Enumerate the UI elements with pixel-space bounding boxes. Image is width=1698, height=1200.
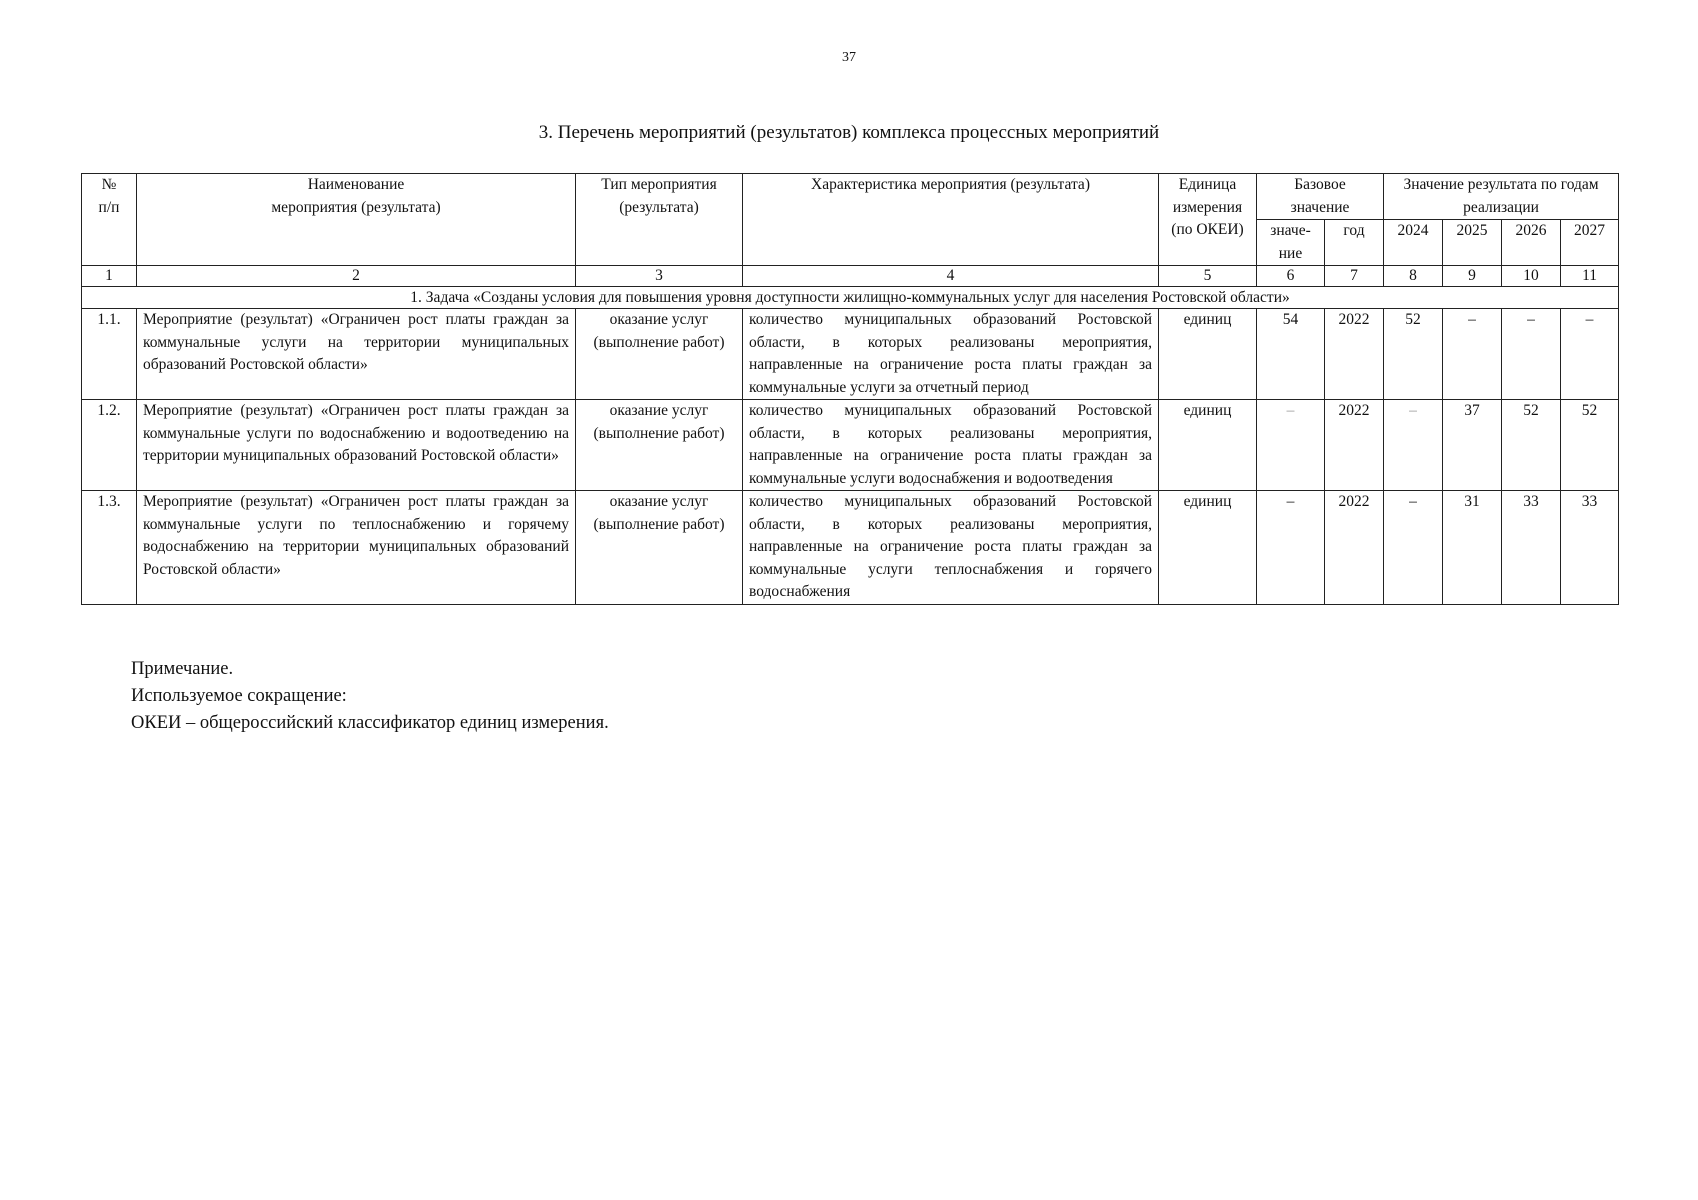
note-abbreviation-intro: Используемое сокращение: [131, 686, 347, 706]
column-number: 3 [576, 266, 743, 287]
column-number: 4 [743, 266, 1159, 287]
header-base: Базовое значение [1257, 174, 1384, 220]
row-type: оказание услуг (выполнение работ) [576, 309, 743, 400]
results-table [81, 173, 1619, 605]
column-number: 9 [1443, 266, 1502, 287]
row-value-2025: – [1443, 309, 1502, 400]
column-number: 1 [82, 266, 137, 287]
row-num: 1.2. [82, 400, 137, 491]
note-block [131, 656, 609, 737]
row-name: Мероприятие (результат) «Ограничен рост платы граждан за коммунальные услуги на территории муниципальных образований Ростовской области» [137, 309, 576, 400]
row-value-2024: – [1384, 491, 1443, 605]
row-value-2027: 33 [1561, 491, 1619, 605]
row-value-2026: 33 [1502, 491, 1561, 605]
table-row [82, 491, 1619, 605]
header-results-by-year: Значение результата по годам реализации [1384, 174, 1619, 220]
row-value-2025: 31 [1443, 491, 1502, 605]
column-number: 7 [1325, 266, 1384, 287]
task-title: 1. Задача «Созданы условия для повышения уровня доступности жилищно-коммунальных услуг для населения Ростовской области» [82, 287, 1619, 309]
row-type: оказание услуг (выполнение работ) [576, 491, 743, 605]
row-value-2026: 52 [1502, 400, 1561, 491]
row-unit: единиц [1159, 491, 1257, 605]
header-base-value: значе- ние [1257, 220, 1325, 266]
page-number: 37 [842, 50, 856, 65]
column-number: 10 [1502, 266, 1561, 287]
row-characteristic: количество муниципальных образований Ростовской области, в которых реализованы мероприятия, направленные на ограничение роста платы граждан за коммунальные услуги за отчетный период [743, 309, 1159, 400]
header-type: Тип мероприятия (результата) [576, 174, 743, 266]
row-characteristic: количество муниципальных образований Ростовской области, в которых реализованы мероприятия, направленные на ограничение роста платы граждан за коммунальные услуги теплоснабжения и горячего водоснабжения [743, 491, 1159, 605]
column-number: 2 [137, 266, 576, 287]
row-base-year: 2022 [1325, 400, 1384, 491]
column-number: 5 [1159, 266, 1257, 287]
row-base-year: 2022 [1325, 309, 1384, 400]
header-year-2024: 2024 [1384, 220, 1443, 266]
header-year-2025: 2025 [1443, 220, 1502, 266]
row-value-2026: – [1502, 309, 1561, 400]
row-num: 1.1. [82, 309, 137, 400]
column-number: 11 [1561, 266, 1619, 287]
row-value-2027: 52 [1561, 400, 1619, 491]
row-value-2024: – [1384, 400, 1443, 491]
row-base-value: – [1257, 491, 1325, 605]
row-value-2025: 37 [1443, 400, 1502, 491]
header-year-2027: 2027 [1561, 220, 1619, 266]
row-name: Мероприятие (результат) «Ограничен рост платы граждан за коммунальные услуги по водоснабжению и водоотведению на территории муниципальных образований Ростовской области» [137, 400, 576, 491]
document-title: 3. Перечень мероприятий (результатов) комплекса процессных мероприятий [538, 122, 1160, 143]
header-unit: Единица измерения (по ОКЕИ) [1159, 174, 1257, 266]
column-number-row [82, 266, 1619, 287]
row-base-value: 54 [1257, 309, 1325, 400]
column-number: 6 [1257, 266, 1325, 287]
row-value-2027: – [1561, 309, 1619, 400]
note-abbreviation: ОКЕИ – общероссийский классификатор единиц измерения. [131, 713, 609, 733]
row-num: 1.3. [82, 491, 137, 605]
row-unit: единиц [1159, 400, 1257, 491]
header-num: № п/п [82, 174, 137, 266]
header-characteristic: Характеристика мероприятия (результата) [743, 174, 1159, 266]
row-name: Мероприятие (результат) «Ограничен рост платы граждан за коммунальные услуги по теплоснабжению и горячему водоснабжению на территории муниципальных образований Ростовской области» [137, 491, 576, 605]
task-row [82, 287, 1619, 309]
header-name: Наименование мероприятия (результата) [137, 174, 576, 266]
header-year-2026: 2026 [1502, 220, 1561, 266]
header-row [82, 174, 1619, 220]
row-characteristic: количество муниципальных образований Ростовской области, в которых реализованы мероприятия, направленные на ограничение роста платы граждан за коммунальные услуги водоснабжения и водоотведения [743, 400, 1159, 491]
row-value-2024: 52 [1384, 309, 1443, 400]
row-type: оказание услуг (выполнение работ) [576, 400, 743, 491]
header-base-year: год [1325, 220, 1384, 266]
column-number: 8 [1384, 266, 1443, 287]
row-base-year: 2022 [1325, 491, 1384, 605]
table-row [82, 309, 1619, 400]
row-unit: единиц [1159, 309, 1257, 400]
table-row [82, 400, 1619, 491]
row-base-value: – [1257, 400, 1325, 491]
note-heading: Примечание. [131, 659, 234, 679]
